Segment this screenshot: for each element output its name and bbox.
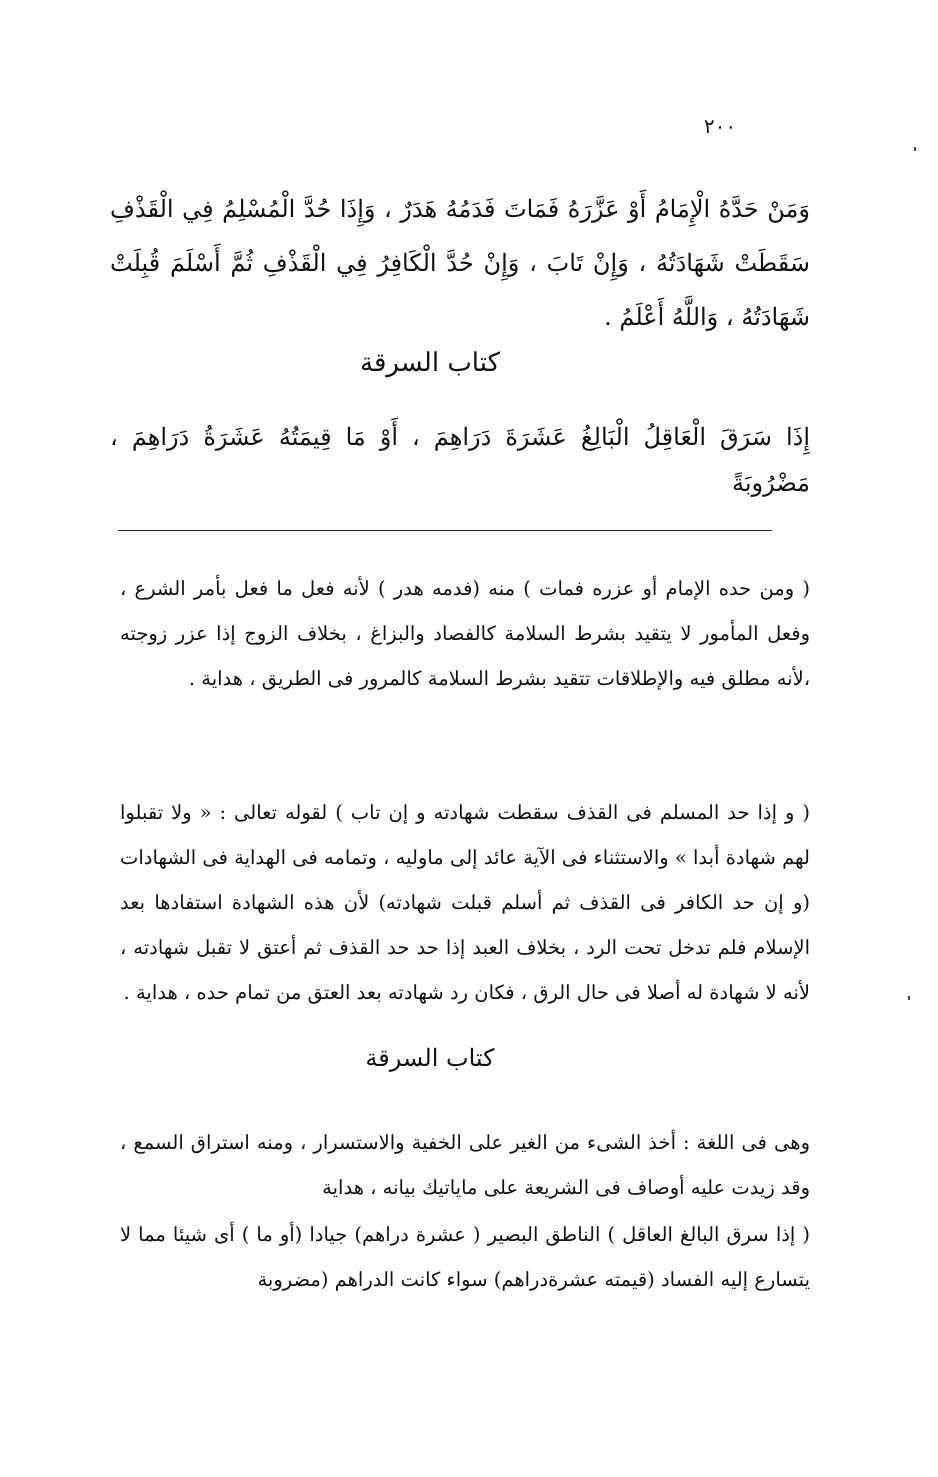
sharh-paragraph-4: ( إذا سرق البالغ العاقل ) الناطق البصير ( عشرة دراهم) جيادا (أو ما ) أى شيئا مما لا يتسارع إليه الفساد (قيمته عشرةدراهم) سواء كانت الدراهم (مضروبة <box>120 1223 810 1291</box>
separator-rule <box>118 530 772 531</box>
sharh-book-title: كتاب السرقة <box>365 1044 495 1072</box>
matn-text: وَمَنْ حَدَّهُ الْإِمَامُ أَوْ عَزَّرَهُ فَمَاتَ فَدَمُهُ هَدَرٌ ، وَإِذَا حُدَّ الْمُسْلِمُ فِي الْقَذْفِ سَقَطَتْ شَهَادَتُهُ ، وَإِنْ تَابَ ، وَإِنْ حُدَّ الْكَافِرُ فِي الْقَذْفِ ثُمَّ أَسْلَمَ قُبِلَتْ شَهَادَتُهُ ، وَاللَّهُ أَعْلَمُ . <box>110 195 810 331</box>
page-number: ٢٠٠ <box>703 114 737 138</box>
sharh-paragraph-2: ( و إذا حد المسلم فى القذف سقطت شهادته و إن تاب ) لقوله تعالى : « ولا تقبلوا لهم شهادة أبدا » والاستثناء فى الآية عائد إلى ماوليه ، وتمامه فى الهداية فى الشهادات (و إن حد الكافر فى القذف ثم أسلم قبلت شهادته) لأن هذه الشهادة استفادها بعد الإسلام فلم تدخل تحت الرد ، بخلاف العبد إذا حد حد القذف ثم أعتق لا تقبل شهادته ، لأنه لا شهادة له أصلا فى حال الرق ، فكان رد شهادته بعد العتق من تمام حده ، هداية . <box>120 801 810 1004</box>
scan-speck <box>914 147 916 151</box>
sharh-paragraph-1: ( ومن حده الإمام أو عزره فمات ) منه (فدمه هدر ) لأنه فعل ما فعل بأمر الشرع ، وفعل المأمور لا يتقيد بشرط السلامة كالفصاد والبزاغ ، بخلاف الزوج إذا عزر زوجته ،لأنه مطلق فيه والإطلاقات تتقيد بشرط السلامة كالمرور فى الطريق ، هداية . <box>120 577 810 690</box>
matn-book-title: كتاب السرقة <box>360 348 500 378</box>
sharh-paragraph-3: وهى فى اللغة : أخذ الشىء من الغير على الخفية والاستسرار ، ومنه استراق السمع ، وقد زيدت عليه أوصاف فى الشريعة على ماياتيك بيانه ، هداية <box>120 1131 810 1199</box>
scan-speck <box>908 996 910 1000</box>
matn-text-sariqa: إِذَا سَرَقَ الْعَاقِلُ الْبَالِغُ عَشَرَةَ دَرَاهِمَ ، أَوْ مَا قِيمَتُهُ عَشَرَةُ دَرَاهِمَ ، مَضْرُوبَةً <box>110 423 810 497</box>
